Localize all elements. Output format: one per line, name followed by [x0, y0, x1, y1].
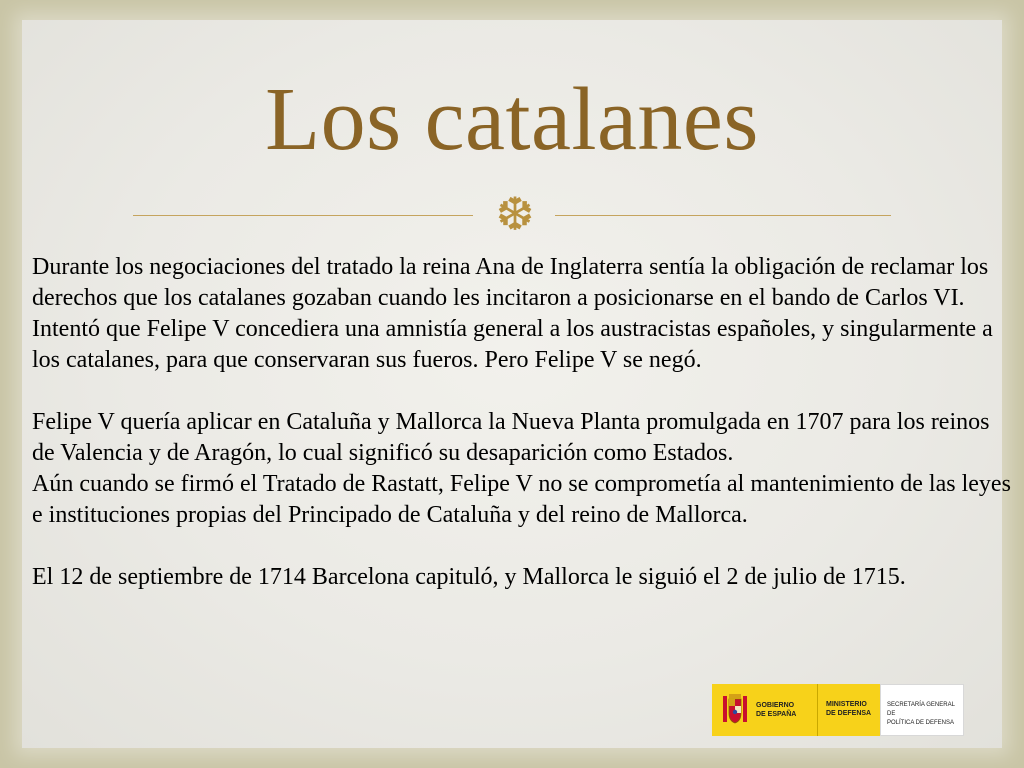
gobierno-segment [712, 684, 817, 736]
slide-title: Los catalanes [265, 70, 759, 169]
ministerio-label: MINISTERIO DE DEFENSA [826, 701, 872, 717]
paragraph-rastatt: Aún cuando se firmó el Tratado de Rastatt, Felipe V no se comprometía al mantenimiento de las leyes e instituciones propias del Principado de Cataluña y del reino de Mallorca. [32, 471, 1011, 528]
scroll-flourish-icon: ❆ [495, 189, 535, 240]
title-divider-right [555, 215, 891, 216]
title-divider-left [133, 215, 473, 216]
paragraph-nueva-planta: Felipe V quería aplicar en Cataluña y Mallorca la Nueva Planta promulgada en 1707 para los reinos de Valencia y de Aragón, lo cual significó su desaparición como Estados. [32, 409, 990, 466]
gobierno-label: GOBIERNO DE ESPAÑA [756, 702, 797, 718]
paragraph-capitulacion: El 12 de septiembre de 1714 Barcelona capituló, y Mallorca le siguió el 2 de julio de 1715. [32, 564, 906, 590]
secretaria-label: SECRETARÍA GENERAL DE POLÍTICA DE DEFENSA [887, 702, 955, 726]
secretaria-segment [880, 684, 964, 736]
paragraph-amnistia: Durante los negociaciones del tratado la reina Ana de Inglaterra sentía la obligación de reclamar los derechos que los catalanes gozaban cuando les incitaron a posicionarse en el bando de Carlos VI. Intentó que Felipe V concediera una amnistía general a los austracistas españoles, y singularmente a los catalanes, para que conservaran sus fueros. Pero Felipe V se negó. [32, 254, 993, 373]
ministerio-segment [817, 684, 880, 736]
ministerio-defensa-logo [712, 684, 964, 736]
spain-coat-of-arms-icon [720, 692, 750, 728]
slide-body [32, 252, 1017, 593]
